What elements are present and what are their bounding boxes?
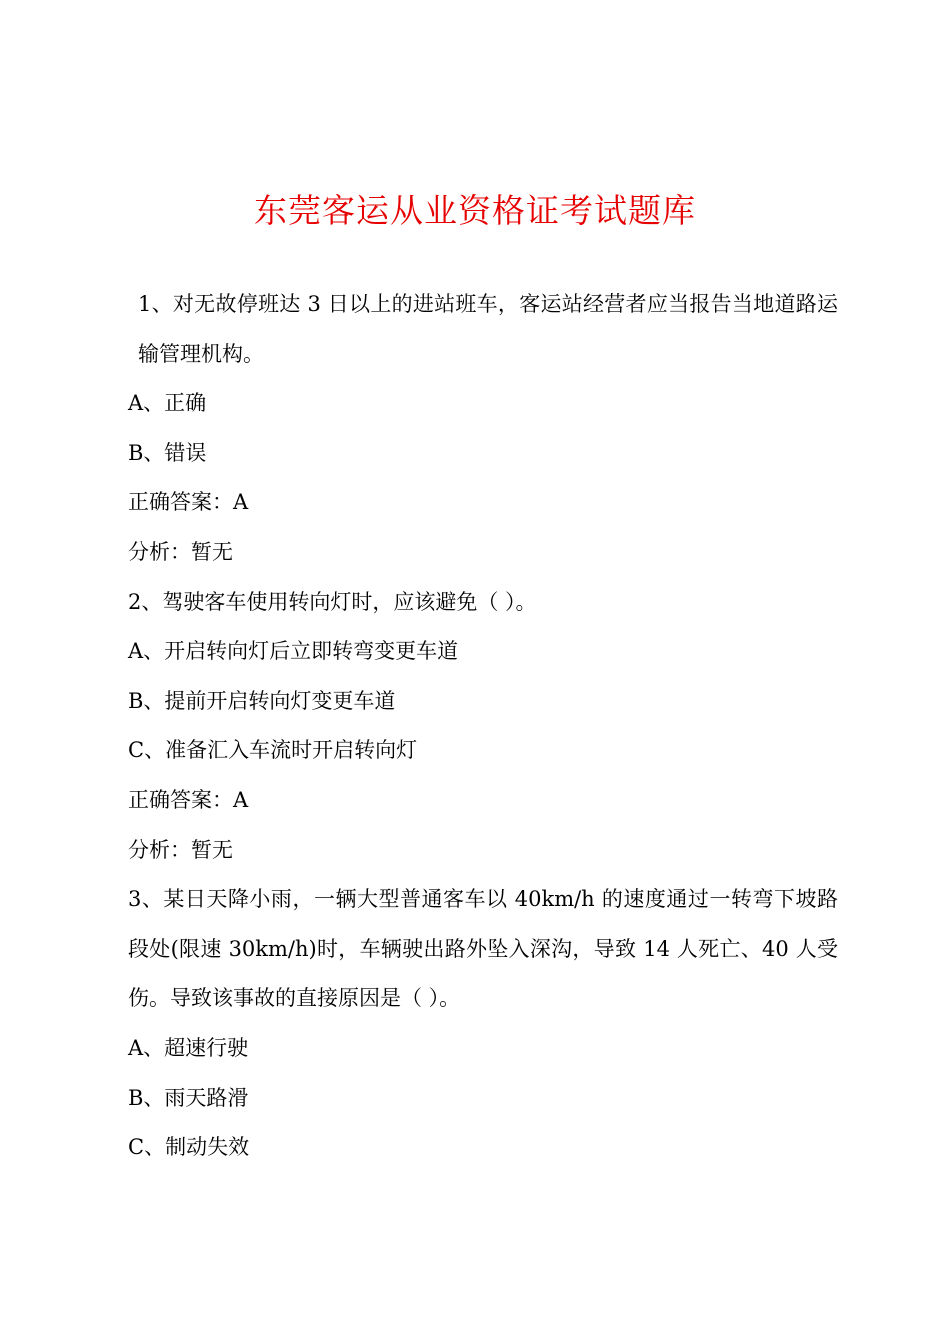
- document-body: [128, 280, 838, 1173]
- question-2-option-a: A、开启转向灯后立即转弯变更车道: [128, 639, 459, 664]
- question-2-option-b: B、提前开启转向灯变更车道: [128, 688, 396, 713]
- question-2-answer: 正确答案：A: [128, 787, 249, 812]
- question-1-option-b: B、错误: [128, 440, 207, 465]
- question-1-option-a: A、正确: [128, 391, 207, 416]
- question-3-option-b: B、雨天路滑: [128, 1085, 249, 1110]
- question-1-text: 1、对无故停班达 3 日以上的进站班车，客运站经营者应当报告当地道路运输管理机构。: [138, 292, 838, 366]
- question-2-analysis: 分析：暂无: [128, 837, 233, 862]
- question-3-option-a: A、超速行驶: [128, 1035, 249, 1060]
- question-2-option-c: C、准备汇入车流时开启转向灯: [128, 738, 418, 763]
- question-3-text: 3、某日天降小雨，一辆大型普通客车以 40km/h 的速度通过一转弯下坡路段处(限速 30km/h)时，车辆驶出路外坠入深沟，导致 14 人死亡、40 人受伤。导致该事故的直接原因是（ ）。: [128, 887, 838, 1011]
- document-title: 东莞客运从业资格证考试题库: [254, 191, 696, 230]
- question-1-answer: 正确答案：A: [128, 490, 249, 515]
- question-3-option-c: C、制动失效: [128, 1135, 250, 1160]
- question-2-text: 2、驾驶客车使用转向灯时，应该避免（ ）。: [128, 589, 537, 614]
- question-1-analysis: 分析：暂无: [128, 539, 233, 564]
